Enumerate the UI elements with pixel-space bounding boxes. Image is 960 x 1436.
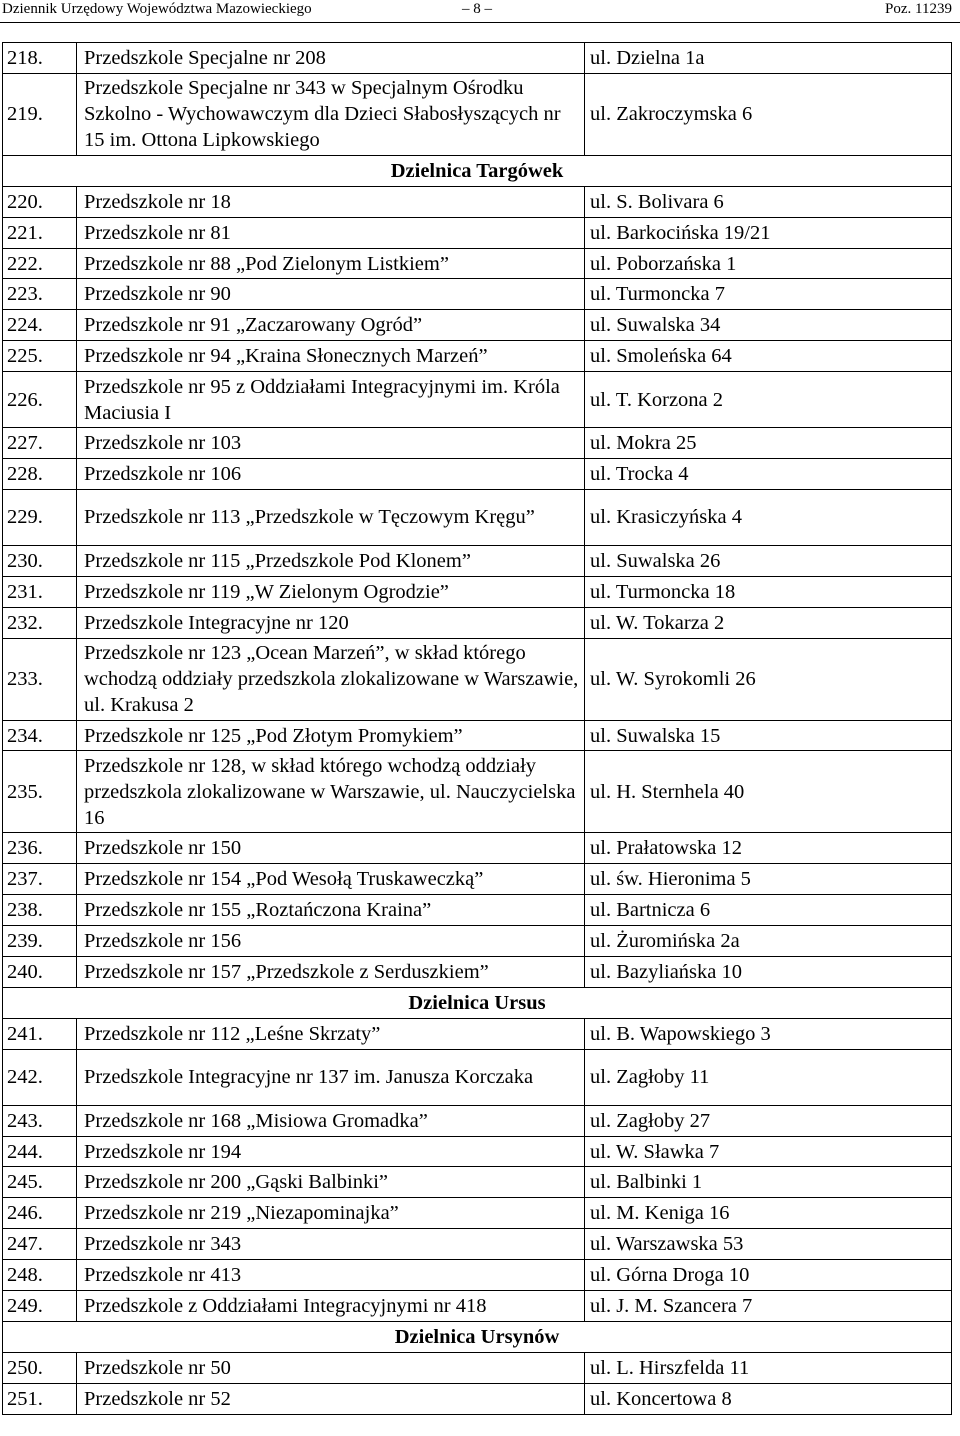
kindergarten-address: ul. Bazyliańska 10	[585, 957, 952, 988]
table-row	[3, 1383, 952, 1414]
entry-number: 239.	[3, 926, 77, 957]
table-row	[3, 545, 952, 576]
table-row	[3, 1260, 952, 1291]
table-row	[3, 428, 952, 459]
table-row	[3, 576, 952, 607]
entry-number: 240.	[3, 957, 77, 988]
kindergarten-name: Przedszkole Integracyjne nr 137 im. Janusza Korczaka	[77, 1049, 585, 1105]
kindergarten-name: Przedszkole nr 413	[77, 1260, 585, 1291]
entry-number: 229.	[3, 489, 77, 545]
kindergarten-name: Przedszkole nr 112 „Leśne Skrzaty”	[77, 1018, 585, 1049]
entry-number: 233.	[3, 638, 77, 720]
entry-number: 234.	[3, 720, 77, 751]
kindergarten-name: Przedszkole nr 200 „Gąski Balbinki”	[77, 1167, 585, 1198]
kindergarten-address: ul. S. Bolivara 6	[585, 186, 952, 217]
table-row	[3, 459, 952, 490]
kindergarten-name: Przedszkole nr 113 „Przedszkole w Tęczowym Kręgu”	[77, 489, 585, 545]
kindergarten-address: ul. Mokra 25	[585, 428, 952, 459]
kindergarten-name: Przedszkole nr 156	[77, 926, 585, 957]
kindergarten-address: ul. Zagłoby 27	[585, 1105, 952, 1136]
entry-number: 242.	[3, 1049, 77, 1105]
table-row	[3, 248, 952, 279]
table-row	[3, 864, 952, 895]
page-number: – 8 –	[462, 1, 492, 17]
table-row	[3, 926, 952, 957]
table-row	[3, 957, 952, 988]
kindergarten-address: ul. Zakroczymska 6	[585, 73, 952, 155]
entry-number: 232.	[3, 607, 77, 638]
entry-number: 220.	[3, 186, 77, 217]
journal-title: Dziennik Urzędowy Województwa Mazowieckiego	[2, 1, 312, 17]
page-header	[0, 0, 960, 24]
kindergarten-address: ul. J. M. Szancera 7	[585, 1291, 952, 1322]
district-heading: Dzielnica Ursus	[3, 987, 952, 1018]
kindergarten-address: ul. Poborzańska 1	[585, 248, 952, 279]
entry-number: 219.	[3, 73, 77, 155]
table-row	[3, 341, 952, 372]
entry-number: 238.	[3, 895, 77, 926]
kindergarten-address: ul. Prałatowska 12	[585, 833, 952, 864]
table-row	[3, 217, 952, 248]
entry-number: 247.	[3, 1229, 77, 1260]
entry-number: 228.	[3, 459, 77, 490]
kindergarten-name: Przedszkole nr 90	[77, 279, 585, 310]
kindergarten-name: Przedszkole nr 154 „Pod Wesołą Truskaweczką”	[77, 864, 585, 895]
position-number: Poz. 11239	[885, 1, 952, 17]
kindergarten-name: Przedszkole nr 95 z Oddziałami Integracyjnymi im. Króla Maciusia I	[77, 372, 585, 428]
district-heading-row	[3, 155, 952, 186]
table-row	[3, 751, 952, 833]
table-row	[3, 1229, 952, 1260]
kindergarten-name: Przedszkole nr 168 „Misiowa Gromadka”	[77, 1105, 585, 1136]
district-heading-row	[3, 987, 952, 1018]
table-row	[3, 43, 952, 74]
kindergarten-address: ul. Trocka 4	[585, 459, 952, 490]
kindergarten-address: ul. Górna Droga 10	[585, 1260, 952, 1291]
entry-number: 251.	[3, 1383, 77, 1414]
kindergarten-address: ul. W. Sławka 7	[585, 1136, 952, 1167]
entry-number: 222.	[3, 248, 77, 279]
kindergarten-name: Przedszkole nr 91 „Zaczarowany Ogród”	[77, 310, 585, 341]
kindergarten-address: ul. Krasiczyńska 4	[585, 489, 952, 545]
kindergarten-address: ul. Suwalska 34	[585, 310, 952, 341]
kindergarten-name: Przedszkole Integracyjne nr 120	[77, 607, 585, 638]
entry-number: 249.	[3, 1291, 77, 1322]
table-row	[3, 310, 952, 341]
kindergarten-name: Przedszkole nr 50	[77, 1352, 585, 1383]
entry-number: 243.	[3, 1105, 77, 1136]
kindergarten-address: ul. Balbinki 1	[585, 1167, 952, 1198]
kindergarten-name: Przedszkole nr 115 „Przedszkole Pod Klonem”	[77, 545, 585, 576]
kindergarten-address: ul. T. Korzona 2	[585, 372, 952, 428]
kindergarten-address: ul. Barkocińska 19/21	[585, 217, 952, 248]
entry-number: 231.	[3, 576, 77, 607]
kindergarten-address: ul. Dzielna 1a	[585, 43, 952, 74]
entry-number: 225.	[3, 341, 77, 372]
kindergarten-address: ul. Smoleńska 64	[585, 341, 952, 372]
kindergarten-address: ul. W. Syrokomli 26	[585, 638, 952, 720]
kindergarten-name: Przedszkole nr 194	[77, 1136, 585, 1167]
kindergarten-name: Przedszkole nr 157 „Przedszkole z Serduszkiem”	[77, 957, 585, 988]
entry-number: 221.	[3, 217, 77, 248]
kindergarten-address: ul. Turmoncka 7	[585, 279, 952, 310]
table-row	[3, 1018, 952, 1049]
kindergarten-name: Przedszkole nr 18	[77, 186, 585, 217]
kindergarten-name: Przedszkole nr 219 „Niezapominajka”	[77, 1198, 585, 1229]
table-row	[3, 895, 952, 926]
kindergarten-name: Przedszkole nr 106	[77, 459, 585, 490]
table-row	[3, 1136, 952, 1167]
entry-number: 223.	[3, 279, 77, 310]
entry-number: 227.	[3, 428, 77, 459]
table-row	[3, 489, 952, 545]
kindergarten-name: Przedszkole z Oddziałami Integracyjnymi nr 418	[77, 1291, 585, 1322]
table-row	[3, 1352, 952, 1383]
kindergarten-name: Przedszkole nr 103	[77, 428, 585, 459]
kindergarten-address: ul. Suwalska 15	[585, 720, 952, 751]
kindergarten-address: ul. M. Keniga 16	[585, 1198, 952, 1229]
entry-number: 224.	[3, 310, 77, 341]
entry-number: 248.	[3, 1260, 77, 1291]
table-row	[3, 833, 952, 864]
table-row	[3, 607, 952, 638]
kindergarten-address: ul. Bartnicza 6	[585, 895, 952, 926]
entry-number: 237.	[3, 864, 77, 895]
kindergarten-name: Przedszkole nr 343	[77, 1229, 585, 1260]
entry-number: 241.	[3, 1018, 77, 1049]
kindergarten-name: Przedszkole nr 128, w skład którego wchodzą oddziały przedszkola zlokalizowane w Warszawie, ul. Nauczycielska 16	[77, 751, 585, 833]
table-row	[3, 186, 952, 217]
kindergarten-address: ul. Zagłoby 11	[585, 1049, 952, 1105]
kindergarten-address: ul. Suwalska 26	[585, 545, 952, 576]
district-heading: Dzielnica Ursynów	[3, 1321, 952, 1352]
entry-number: 245.	[3, 1167, 77, 1198]
entry-number: 226.	[3, 372, 77, 428]
table-row	[3, 372, 952, 428]
kindergarten-address: ul. św. Hieronima 5	[585, 864, 952, 895]
kindergarten-name: Przedszkole Specjalne nr 343 w Specjalnym Ośrodku Szkolno - Wychowawczym dla Dzieci Słabosłyszących nr 15 im. Ottona Lipkowskiego	[77, 73, 585, 155]
entry-number: 246.	[3, 1198, 77, 1229]
kindergarten-name: Przedszkole nr 52	[77, 1383, 585, 1414]
entry-number: 236.	[3, 833, 77, 864]
table-row	[3, 1105, 952, 1136]
table-row	[3, 1198, 952, 1229]
kindergarten-name: Przedszkole Specjalne nr 208	[77, 43, 585, 74]
table-row	[3, 1291, 952, 1322]
kindergarten-address: ul. B. Wapowskiego 3	[585, 1018, 952, 1049]
header-divider	[0, 22, 960, 23]
kindergarten-address: ul. Koncertowa 8	[585, 1383, 952, 1414]
kindergarten-name: Przedszkole nr 123 „Ocean Marzeń”, w skład którego wchodzą oddziały przedszkola zlokalizowane w Warszawie, ul. Krakusa 2	[77, 638, 585, 720]
kindergarten-name: Przedszkole nr 119 „W Zielonym Ogrodzie”	[77, 576, 585, 607]
kindergarten-address: ul. Turmoncka 18	[585, 576, 952, 607]
table-row	[3, 1167, 952, 1198]
kindergarten-address: ul. L. Hirszfelda 11	[585, 1352, 952, 1383]
kindergarten-name: Przedszkole nr 88 „Pod Zielonym Listkiem”	[77, 248, 585, 279]
district-heading-row	[3, 1321, 952, 1352]
kindergarten-name: Przedszkole nr 125 „Pod Złotym Promykiem”	[77, 720, 585, 751]
entry-number: 230.	[3, 545, 77, 576]
kindergarten-address: ul. W. Tokarza 2	[585, 607, 952, 638]
kindergarten-address: ul. H. Sternhela 40	[585, 751, 952, 833]
district-heading: Dzielnica Targówek	[3, 155, 952, 186]
table-row	[3, 279, 952, 310]
table-row	[3, 720, 952, 751]
table-row	[3, 73, 952, 155]
kindergarten-address: ul. Warszawska 53	[585, 1229, 952, 1260]
kindergarten-name: Przedszkole nr 94 „Kraina Słonecznych Marzeń”	[77, 341, 585, 372]
kindergarten-name: Przedszkole nr 150	[77, 833, 585, 864]
entry-number: 250.	[3, 1352, 77, 1383]
kindergarten-address: ul. Żuromińska 2a	[585, 926, 952, 957]
kindergarten-name: Przedszkole nr 81	[77, 217, 585, 248]
entry-number: 218.	[3, 43, 77, 74]
table-row	[3, 1049, 952, 1105]
kindergarten-name: Przedszkole nr 155 „Roztańczona Kraina”	[77, 895, 585, 926]
entry-number: 235.	[3, 751, 77, 833]
table-row	[3, 638, 952, 720]
entry-number: 244.	[3, 1136, 77, 1167]
kindergarten-list-table	[2, 42, 952, 1415]
